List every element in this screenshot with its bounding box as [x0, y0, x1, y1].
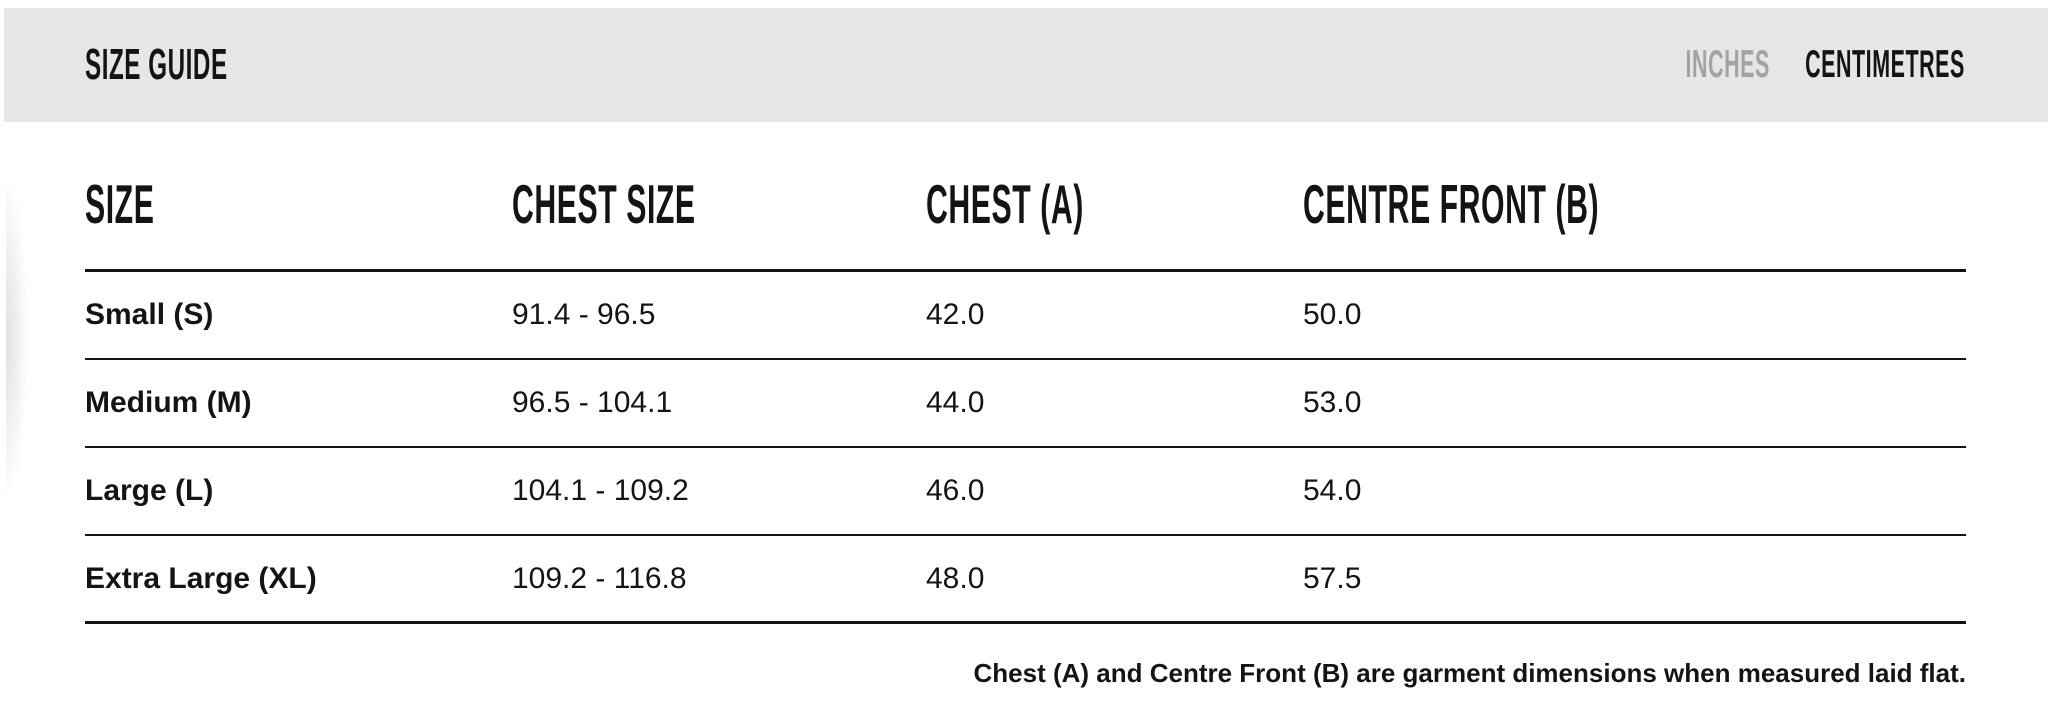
table-row	[85, 272, 1966, 360]
centre-front-b-value: 53.0	[1303, 386, 1362, 419]
size-label: Medium (M)	[85, 386, 252, 419]
chest-size-value: 96.5 - 104.1	[512, 386, 673, 419]
units-toggle-inches[interactable]: INCHES	[1685, 43, 1771, 86]
chest-a-value: 44.0	[926, 386, 985, 419]
units-toggle	[1686, 43, 1965, 87]
column-header-chest-size: CHEST SIZE	[512, 173, 696, 235]
size-label: Small (S)	[85, 298, 214, 331]
units-toggle-centimetres[interactable]: CENTIMETRES	[1805, 43, 1965, 86]
panel-edge-shadow	[6, 140, 36, 580]
size-guide-header	[4, 8, 2048, 122]
table-row	[85, 360, 1966, 448]
table-footnote: Chest (A) and Centre Front (B) are garment dimensions when measured laid flat.	[973, 658, 1966, 688]
column-header-chest-a: CHEST (A)	[926, 173, 1084, 235]
size-table	[85, 140, 1966, 624]
column-header-centre-front-b: CENTRE FRONT (B)	[1303, 173, 1600, 235]
centre-front-b-value: 57.5	[1303, 561, 1362, 595]
table-row	[85, 448, 1966, 536]
chest-size-value: 104.1 - 109.2	[512, 474, 689, 507]
chest-a-value: 46.0	[926, 474, 985, 507]
chest-size-value: 109.2 - 116.8	[512, 561, 687, 595]
centre-front-b-value: 50.0	[1303, 298, 1362, 331]
chest-size-value: 91.4 - 96.5	[512, 298, 656, 331]
size-label: Large (L)	[85, 474, 214, 507]
chest-a-value: 48.0	[926, 561, 985, 595]
size-label: Extra Large (XL)	[85, 561, 317, 595]
table-header-row	[85, 140, 1966, 272]
centre-front-b-value: 54.0	[1303, 474, 1362, 507]
page-title: SIZE GUIDE	[85, 40, 228, 89]
table-row	[85, 536, 1966, 624]
chest-a-value: 42.0	[926, 298, 985, 331]
column-header-size: SIZE	[85, 173, 155, 235]
